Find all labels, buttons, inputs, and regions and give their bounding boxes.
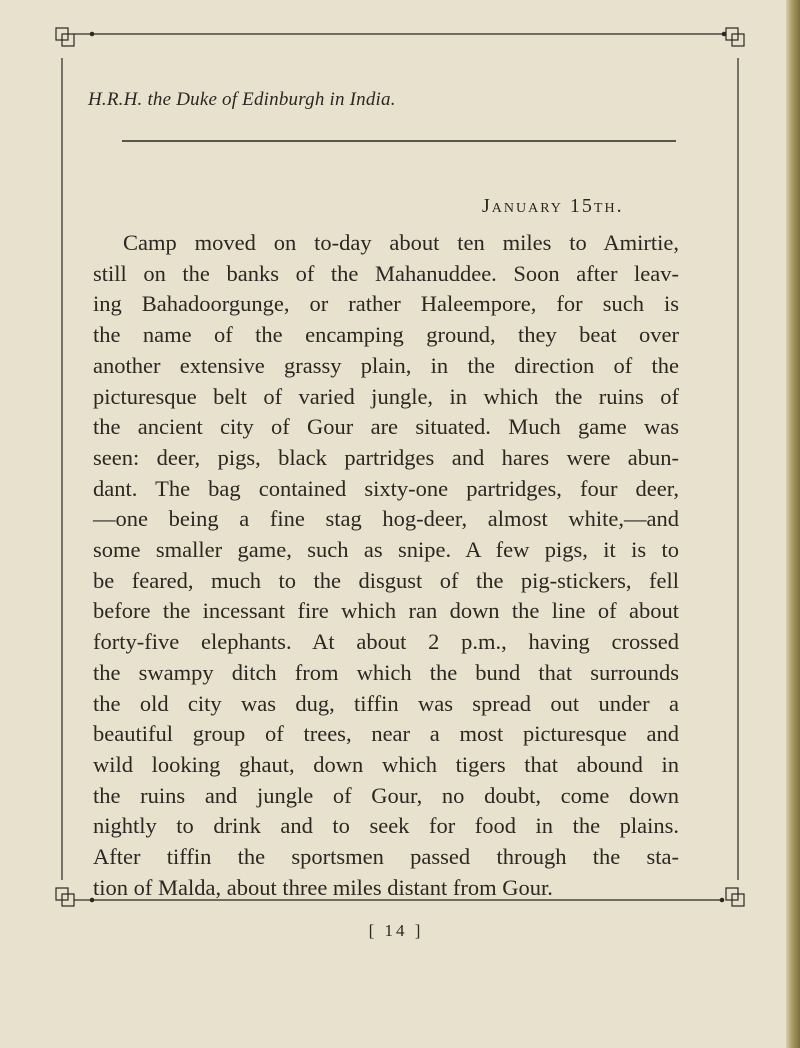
text-line: ing Bahadoorgunge, or rather Haleempore, for such is: [93, 291, 679, 317]
text-line: picturesque belt of varied jungle, in which the ruins of: [93, 383, 679, 409]
text-line: the name of the encamping ground, they beat over: [93, 322, 679, 348]
text-line: Camp moved on to-day about ten miles to Amirtie,: [123, 230, 679, 255]
text-line: some smaller game, such as snipe. A few pigs, it is to: [93, 537, 679, 563]
entry-date-heading: January 15th.: [482, 195, 624, 217]
text-line: seen: deer, pigs, black partridges and hares were abun-: [93, 444, 679, 470]
text-line: After tiffin the sportsmen passed through the sta-: [93, 844, 679, 870]
text-line: the old city was dug, tiffin was spread out under a: [93, 690, 679, 716]
text-line: forty-five elephants. At about 2 p.m., having crossed: [93, 629, 679, 655]
text-line: dant. The bag contained sixty-one partridges, four deer,: [93, 475, 679, 501]
text-line: the ancient city of Gour are situated. Much game was: [93, 414, 679, 440]
text-line: nightly to drink and to seek for food in the plains.: [93, 813, 679, 839]
text-line: beautiful group of trees, near a most picturesque and: [93, 721, 679, 747]
text-line: another extensive grassy plain, in the direction of the: [93, 352, 679, 378]
running-head: H.R.H. the Duke of Edinburgh in India.: [88, 89, 396, 110]
page-number: [ 14 ]: [368, 921, 424, 940]
text-line: wild looking ghaut, down which tigers that abound in: [93, 751, 679, 777]
text-line: the ruins and jungle of Gour, no doubt, come down: [93, 782, 679, 808]
text-line: —one being a fine stag hog-deer, almost white,—and: [93, 506, 679, 532]
text-line: before the incessant fire which ran down the line of about: [93, 598, 679, 624]
text-line: still on the banks of the Mahanuddee. Soon after leav-: [93, 260, 679, 286]
text-line: the swampy ditch from which the bund that surrounds: [93, 659, 679, 685]
text-line: tion of Malda, about three miles distant from Gour.: [93, 874, 553, 900]
body-paragraph: [93, 228, 679, 903]
text-line: be feared, much to the disgust of the pig-stickers, fell: [93, 567, 679, 593]
